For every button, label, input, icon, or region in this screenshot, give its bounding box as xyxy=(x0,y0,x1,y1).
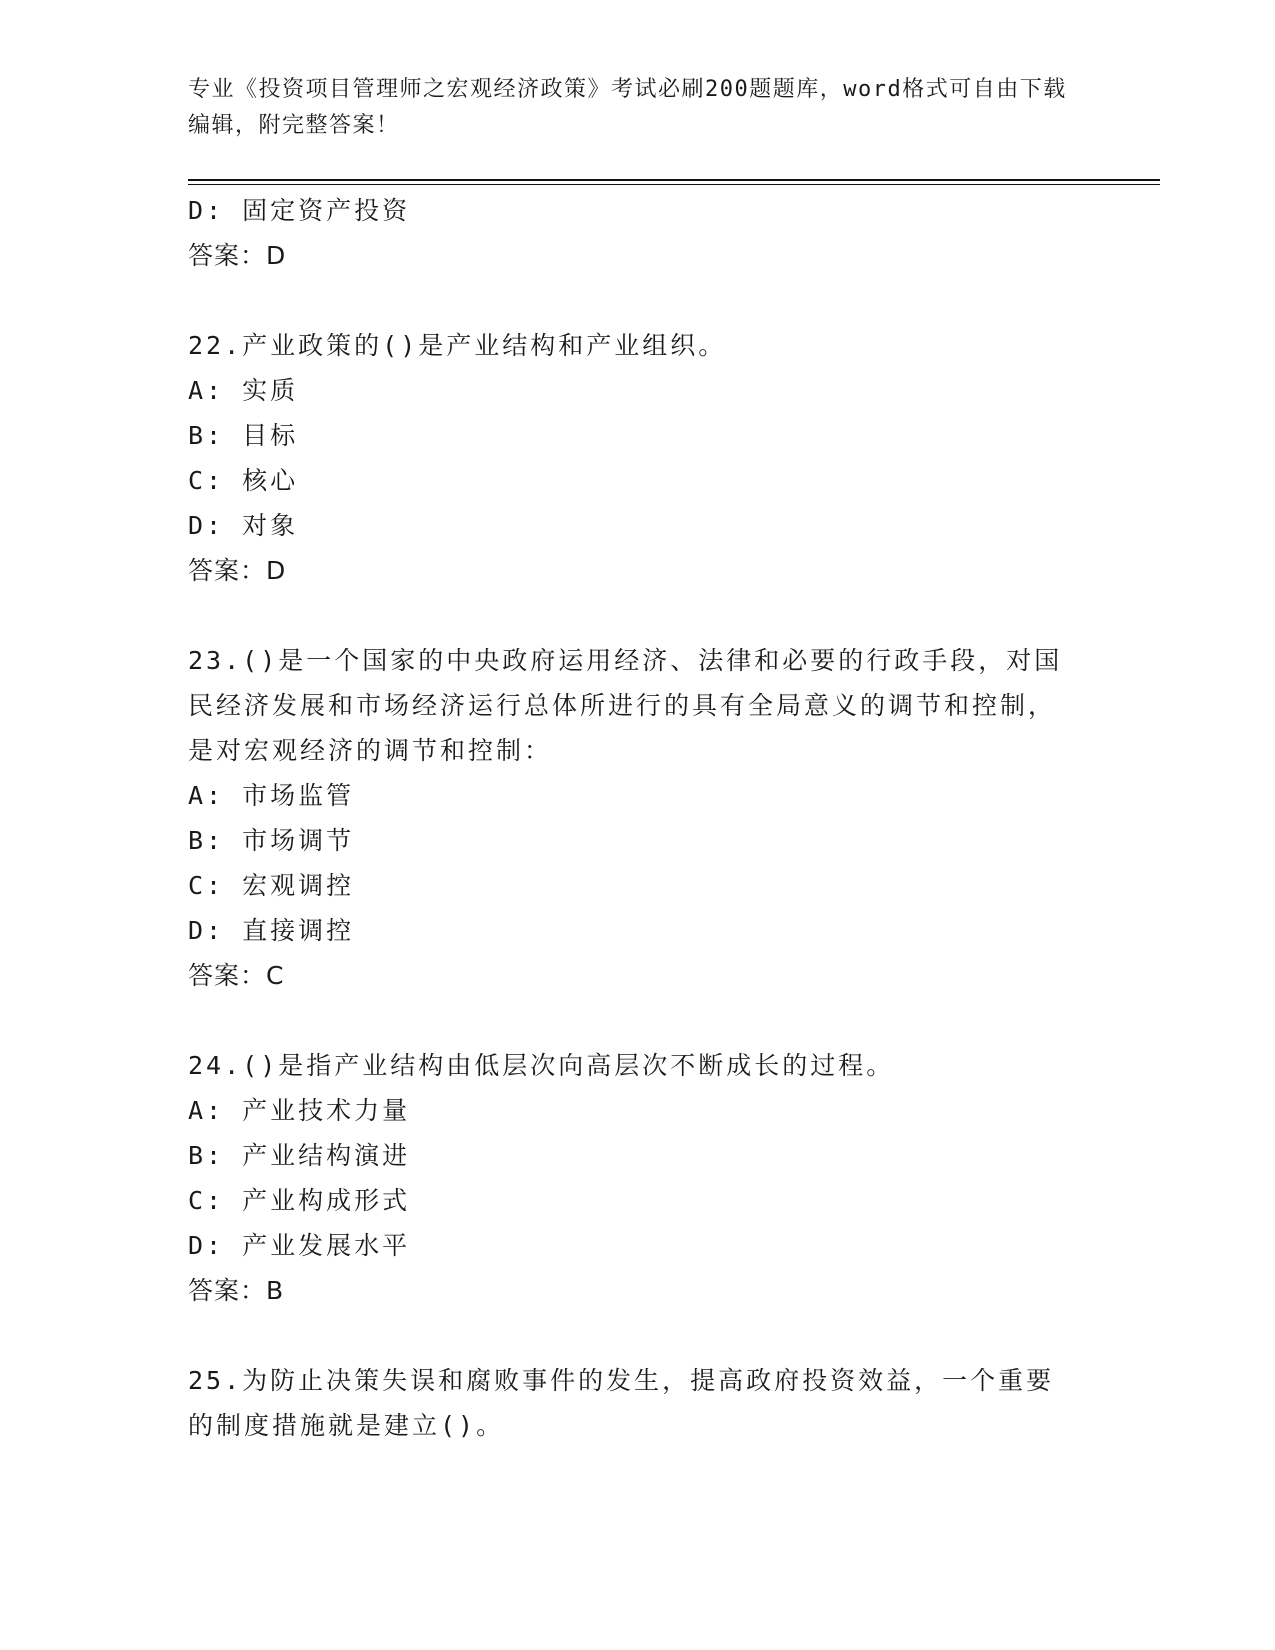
answer-line: 答案：D xyxy=(188,241,287,270)
question-block xyxy=(188,1043,1088,1313)
option-c: C: 核心 xyxy=(188,466,299,495)
question-content xyxy=(188,188,1088,1448)
question-stem: 23.()是一个国家的中央政府运用经济、法律和必要的行政手段，对国民经济发展和市场经济运行总体所进行的具有全局意义的调节和控制，是对宏观经济的调节和控制： xyxy=(188,646,1063,765)
spacer xyxy=(188,998,1088,1043)
option-d: D: 对象 xyxy=(188,511,299,540)
spacer xyxy=(188,1313,1088,1358)
answer-line: 答案：B xyxy=(188,1276,285,1305)
question-stem: 22.产业政策的()是产业结构和产业组织。 xyxy=(188,331,727,360)
option-b: B: 市场调节 xyxy=(188,826,355,855)
question-block xyxy=(188,323,1088,593)
option-d: D: 固定资产投资 xyxy=(188,196,411,225)
question-block xyxy=(188,638,1088,998)
question-stem: 24.()是指产业结构由低层次向高层次不断成长的过程。 xyxy=(188,1051,895,1080)
question-stem: 25.为防止决策失误和腐败事件的发生，提高政府投资效益，一个重要的制度措施就是建立()。 xyxy=(188,1366,1055,1440)
option-a: A: 实质 xyxy=(188,376,299,405)
page-header: 专业《投资项目管理师之宏观经济政策》考试必刷200题题库，word格式可自由下载编辑，附完整答案！ xyxy=(188,77,1067,138)
option-a: A: 市场监管 xyxy=(188,781,355,810)
answer-line: 答案：D xyxy=(188,556,287,585)
option-a: A: 产业技术力量 xyxy=(188,1096,411,1125)
option-b: B: 目标 xyxy=(188,421,299,450)
option-d: D: 直接调控 xyxy=(188,916,355,945)
option-b: B: 产业结构演进 xyxy=(188,1141,411,1170)
header-divider xyxy=(188,179,1160,185)
spacer xyxy=(188,278,1088,323)
question-block xyxy=(188,1358,1088,1448)
option-c: C: 产业构成形式 xyxy=(188,1186,411,1215)
answer-line: 答案：C xyxy=(188,961,285,990)
spacer xyxy=(188,593,1088,638)
option-d: D: 产业发展水平 xyxy=(188,1231,411,1260)
option-c: C: 宏观调控 xyxy=(188,871,355,900)
